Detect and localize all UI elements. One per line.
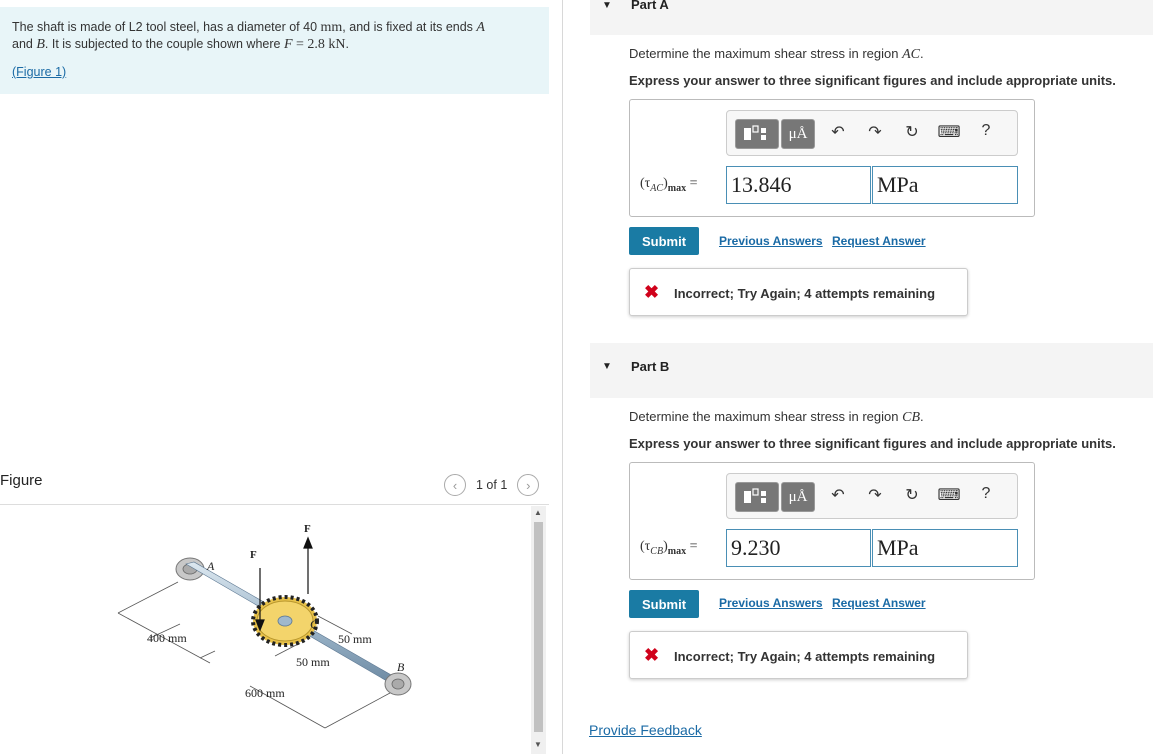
figure-divider: [0, 504, 549, 505]
units-button[interactable]: [781, 482, 815, 512]
part-b-previous-answers-link[interactable]: Previous Answers: [719, 596, 823, 610]
support-b: [385, 673, 411, 695]
part-a-feedback-text: Incorrect; Try Again; 4 attempts remaining: [674, 286, 936, 301]
label-b: B: [397, 660, 405, 674]
chevron-right-icon: ›: [526, 477, 531, 493]
paren-close: ): [663, 539, 668, 554]
templates-button[interactable]: [735, 119, 779, 149]
help-icon[interactable]: ?: [981, 485, 991, 502]
part-a-value-input[interactable]: 13.846: [726, 166, 871, 204]
part-b-header[interactable]: [590, 343, 1153, 398]
part-a-eq-label: [640, 176, 698, 194]
part-b-submit-button[interactable]: Submit: [629, 590, 699, 618]
figure-count: 1 of 1: [476, 478, 508, 492]
label-600mm: 600 mm: [245, 686, 285, 700]
undo-icon[interactable]: ↶: [831, 487, 845, 504]
templates-button[interactable]: [735, 482, 779, 512]
label-50mm-b: 50 mm: [338, 632, 372, 646]
figure-title: Figure: [0, 472, 43, 489]
part-a-instruction: Express your answer to three significant figures and include appropriate units.: [629, 73, 1116, 88]
paren-close: ): [663, 176, 668, 191]
tau-symbol: (τ: [640, 176, 651, 191]
part-a-previous-answers-link[interactable]: Previous Answers: [719, 234, 823, 248]
collapse-triangle-icon[interactable]: ▼: [602, 361, 612, 372]
collapse-triangle-icon[interactable]: ▼: [602, 0, 612, 11]
problem-text-5: .: [345, 37, 350, 51]
part-b-eq-label: [640, 539, 698, 557]
scroll-up-icon[interactable]: ▲: [534, 508, 542, 517]
part-b-answer-box: [629, 462, 1035, 580]
units-button[interactable]: [781, 119, 815, 149]
scroll-down-icon[interactable]: ▼: [534, 740, 542, 749]
equals: =: [686, 539, 698, 554]
pane-divider: [562, 0, 563, 754]
part-b-request-answer-link[interactable]: Request Answer: [832, 596, 926, 610]
part-a-header[interactable]: [590, 0, 1153, 35]
label-400mm: 400 mm: [147, 631, 187, 645]
force-unit: kN: [328, 37, 346, 52]
label-c: C: [310, 617, 319, 631]
part-a-submit-button[interactable]: Submit: [629, 227, 699, 255]
part-b-question: [629, 409, 924, 426]
part-b-unit-input[interactable]: MPa: [872, 529, 1018, 567]
part-a-question: [629, 46, 924, 63]
max-sub: max: [667, 545, 687, 557]
max-sub: max: [667, 182, 687, 194]
force-eq: = 2.8: [292, 37, 329, 52]
units-icon: μÅ: [788, 488, 808, 505]
unit-mm: mm: [320, 20, 343, 35]
problem-text-1: The shaft is made of L2 tool steel, has a diameter of 40: [12, 20, 321, 34]
templates-icon: [742, 488, 772, 506]
tau-sub: CB: [650, 545, 664, 557]
part-b-feedback: [629, 631, 968, 679]
part-b-instruction: Express your answer to three significant figures and include appropriate units.: [629, 436, 1116, 451]
help-icon[interactable]: ?: [981, 122, 991, 139]
label-f-left: F: [250, 549, 257, 561]
scroll-thumb[interactable]: [534, 522, 543, 732]
reset-icon[interactable]: ↻: [905, 487, 919, 504]
keyboard-icon[interactable]: ⌨: [937, 487, 961, 504]
label-a: A: [207, 559, 215, 573]
part-a-unit-input[interactable]: MPa: [872, 166, 1018, 204]
keyboard-icon[interactable]: ⌨: [937, 124, 961, 141]
tau-symbol: (τ: [640, 539, 651, 554]
incorrect-x-icon: ✖: [644, 645, 660, 665]
incorrect-x-icon: ✖: [644, 282, 660, 302]
part-a-region: AC: [902, 47, 920, 62]
tau-sub: AC: [650, 182, 664, 194]
problem-text-3: and: [12, 37, 37, 51]
part-b-question-end: .: [920, 409, 924, 424]
prev-figure-button[interactable]: [444, 474, 466, 496]
part-a-toolbar: [726, 110, 1018, 156]
shaft-figure: [0, 506, 530, 754]
part-a-question-text: Determine the maximum shear stress in region: [629, 46, 903, 61]
equals: =: [686, 176, 698, 191]
part-a-request-answer-link[interactable]: Request Answer: [832, 234, 926, 248]
figure-scrollbar[interactable]: [531, 506, 546, 754]
figure-link[interactable]: (Figure 1): [12, 65, 67, 79]
problem-statement: [0, 7, 549, 94]
templates-icon: [742, 125, 772, 143]
redo-icon[interactable]: ↷: [868, 124, 882, 141]
part-a-question-end: .: [920, 46, 924, 61]
part-b-question-text: Determine the maximum shear stress in region: [629, 409, 903, 424]
label-50mm-a: 50 mm: [296, 655, 330, 669]
part-b-label: Part B: [631, 359, 670, 374]
part-a-answer-box: [629, 99, 1035, 217]
part-a-label: Part A: [631, 0, 669, 12]
end-a: A: [476, 20, 485, 35]
redo-icon[interactable]: ↷: [868, 487, 882, 504]
figure-nav: [444, 474, 539, 496]
part-b-feedback-text: Incorrect; Try Again; 4 attempts remaining: [674, 649, 936, 664]
label-f-top: F: [304, 523, 311, 535]
part-b-region: CB: [902, 410, 920, 425]
chevron-left-icon: ‹: [452, 477, 458, 493]
units-icon: μÅ: [788, 125, 808, 142]
part-b-toolbar: [726, 473, 1018, 519]
part-a-feedback: [629, 268, 968, 316]
problem-pane: [0, 0, 560, 754]
problem-text-2: , and is fixed at its ends: [342, 20, 477, 34]
end-b: B: [36, 37, 45, 52]
provide-feedback-link[interactable]: Provide Feedback: [589, 722, 702, 738]
next-figure-button[interactable]: [517, 474, 539, 496]
problem-text: [12, 19, 537, 53]
force-symbol: F: [283, 37, 293, 52]
part-b-value-input[interactable]: 9.230: [726, 529, 871, 567]
problem-text-4: . It is subjected to the couple shown where: [44, 37, 284, 51]
reset-icon[interactable]: ↻: [905, 124, 919, 141]
undo-icon[interactable]: ↶: [831, 124, 845, 141]
